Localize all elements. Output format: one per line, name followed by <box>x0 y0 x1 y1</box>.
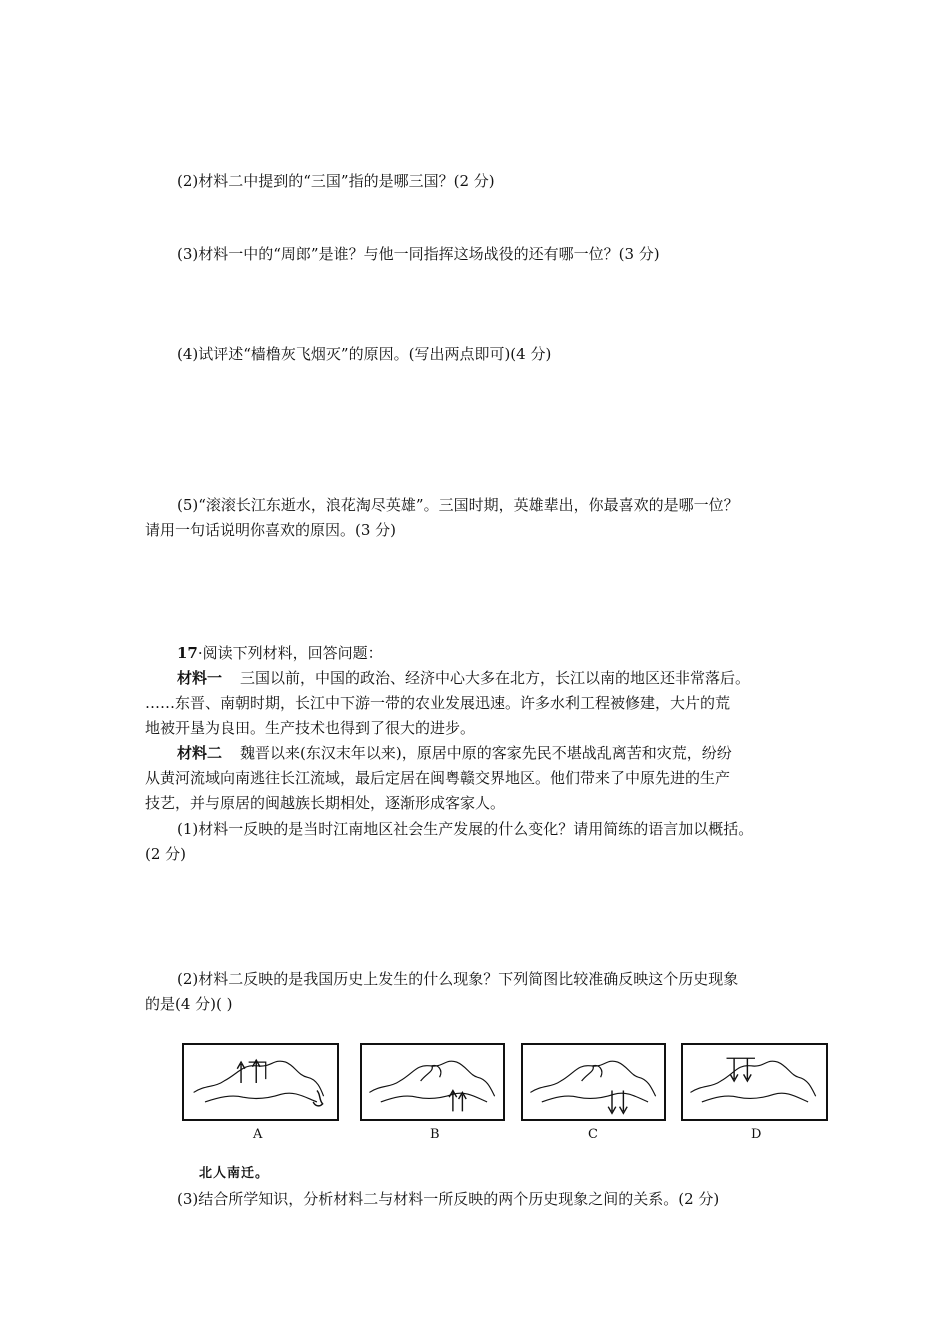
q17-material1-line2: ……东晋、南朝时期，长江中下游一带的农业发展迅速。许多水利工程被修建，大片的荒 <box>145 694 731 712</box>
q17-number: 17 <box>177 644 198 662</box>
material1-label: 材料一 <box>177 669 223 687</box>
map-label-c: C <box>588 1127 598 1142</box>
map-a-graphic <box>184 1045 337 1119</box>
material1-text: 三国以前，中国的政治、经济中心大多在北方，长江以南的地区还非常落后。 <box>240 669 751 687</box>
q17-material2-line2: 从黄河流域向南逃往长江流域，最后定居在闽粤赣交界地区。他们带来了中原先进的生产 <box>145 769 731 787</box>
q17-intro: ·阅读下列材料，回答问题： <box>197 644 383 662</box>
q17-material1-line3: 地被开垦为良田。生产技术也得到了很大的进步。 <box>145 719 476 737</box>
map-option-d <box>681 1043 828 1121</box>
q16-part4: (4)试评述“樯橹灰飞烟灭”的原因。(写出两点即可)(4 分) <box>177 345 552 363</box>
q17-part2-line2: 的是(4 分)( ) <box>145 995 233 1013</box>
map-label-d: D <box>751 1127 762 1142</box>
material2-label: 材料二 <box>177 744 223 762</box>
handwritten-answer: 北人南迁。 <box>199 1166 270 1181</box>
q17-material2-line1 <box>177 742 732 764</box>
q17-part2-line1: (2)材料二反映的是我国历史上发生的什么现象？下列简图比较准确反映这个历史现象 <box>177 970 739 988</box>
q17-heading <box>177 642 383 664</box>
q17-part1-line1: (1)材料一反映的是当时江南地区社会生产发展的什么变化？请用简练的语言加以概括。 <box>177 820 754 838</box>
q17-part3: (3)结合所学知识，分析材料二与材料一所反映的两个历史现象之间的关系。(2 分) <box>177 1190 720 1208</box>
migration-maps <box>182 1043 828 1123</box>
map-option-c <box>521 1043 666 1121</box>
material2-text: 魏晋以来(东汉末年以来)，原居中原的客家先民不堪战乱离苦和灾荒，纷纷 <box>240 744 732 762</box>
map-c-graphic <box>523 1045 664 1119</box>
q16-part2: (2)材料二中提到的“三国”指的是哪三国？(2 分) <box>177 172 495 190</box>
q17-material2-line3: 技艺，并与原居的闽越族长期相处，逐渐形成客家人。 <box>145 794 506 812</box>
q17-part1-line2: (2 分) <box>145 845 187 863</box>
map-label-b: B <box>430 1127 440 1142</box>
map-b-graphic <box>362 1045 503 1119</box>
map-d-graphic <box>683 1045 826 1119</box>
q16-part5-line1: (5)“滚滚长江东逝水，浪花淘尽英雄”。三国时期，英雄辈出，你最喜欢的是哪一位？ <box>177 496 739 514</box>
q16-part3: (3)材料一中的“周郎”是谁？与他一同指挥这场战役的还有哪一位？(3 分) <box>177 245 660 263</box>
q16-part5-line2: 请用一句话说明你喜欢的原因。(3 分) <box>145 521 397 539</box>
map-option-a <box>182 1043 339 1121</box>
map-option-b <box>360 1043 505 1121</box>
q17-material1-line1 <box>177 667 750 689</box>
map-label-a: A <box>253 1127 263 1142</box>
